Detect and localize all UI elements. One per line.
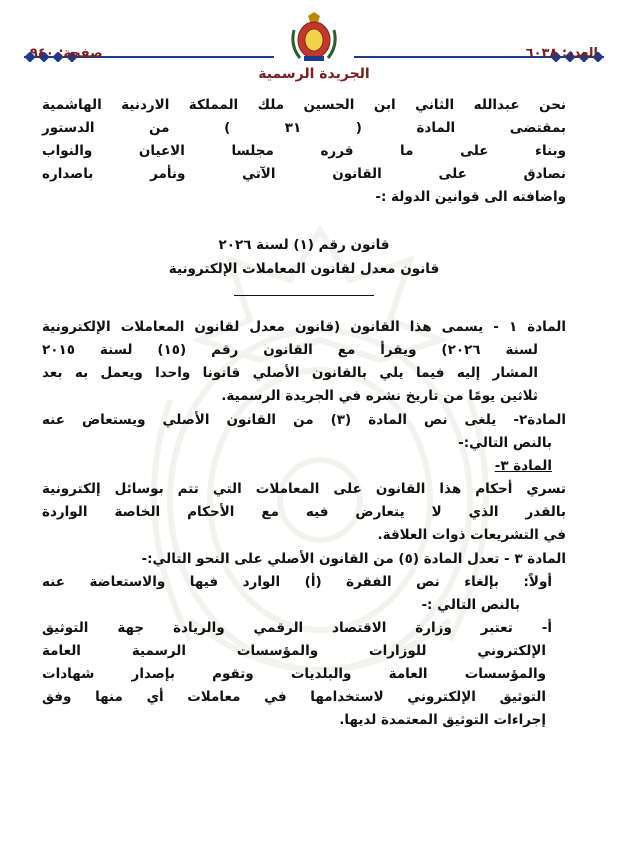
preamble-line: واضافته الى قوانين الدولة :- (375, 189, 566, 205)
law-number: قانون رقم (١) لسنة ٢٠٢٦ (218, 237, 390, 253)
article-line: تسري أحكام هذا القانون على المعاملات التي تتم بوسائل إلكترونية (42, 481, 566, 497)
jordan-emblem-icon (290, 12, 338, 64)
preamble-line: نحن عبدالله الثاني ابن الحسين ملك المملكة الاردنية الهاشمية (42, 97, 566, 113)
article-line: المادة٢- يلغى نص المادة (٣) من القانون الأصلي ويستعاض عنه (42, 412, 566, 428)
article-line: التوثيق الإلكتروني لاستخدامها في معاملات أي منها وفق (42, 689, 546, 705)
page-number: صفحة: ٩٤٠ (30, 46, 103, 61)
article-line: بالقدر الذي لا يتعارض فيه مع الأحكام الخاصة الواردة (42, 504, 566, 520)
law-subtitle: قانون معدل لقانون المعاملات الإلكترونية (168, 261, 440, 277)
article-line: المادة ٣ - تعدل المادة (٥) من القانون الأصلي على النحو التالي:- (141, 551, 566, 567)
issue-number: العدد: ٦٠٣٨ (525, 46, 598, 61)
article-line: بالنص التالي:- (458, 435, 552, 451)
law-title-block (42, 233, 566, 296)
article-line: الإلكتروني للوزارات والمؤسسات الرسمية العامة (42, 643, 546, 659)
preamble-line: بمقتضى المادة ( ٣١ ) من الدستور (42, 120, 567, 136)
article-2 (42, 409, 566, 547)
title-divider (234, 295, 374, 296)
article-3 (42, 548, 566, 732)
article-line: لسنة ٢٠٢٦) ويقرأ مع القانون رقم (١٥) لسنة ٢٠١٥ (42, 342, 538, 358)
article-line: إجراءات التوثيق المعتمدة لديها. (339, 712, 546, 728)
masthead (0, 0, 628, 90)
article-line: المادة ١ - يسمى هذا القانون (قانون معدل لقانون المعاملات الإلكترونية (42, 319, 566, 335)
article-line: ثلاثين يومًا من تاريخ نشره في الجريدة الرسمية. (221, 388, 538, 404)
new-article-heading: المادة ٣- (494, 458, 552, 474)
article-line: بالنص التالي :- (421, 597, 520, 613)
article-line: أ- تعتبر وزارة الاقتصاد الرقمي والريادة جهة التوثيق (42, 620, 552, 636)
preamble-line: نصادق على القانون الآتي ونأمر باصداره (42, 166, 566, 182)
article-line: المشار إليه فيما يلي بالقانون الأصلي قانونا واحدا ويعمل به بعد (42, 365, 538, 381)
law-text (42, 90, 566, 733)
gazette-title: الجريدة الرسمية (258, 66, 370, 82)
royal-preamble (42, 94, 566, 209)
article-line: في التشريعات ذوات العلاقة. (377, 527, 566, 543)
article-line: والمؤسسات العامة والبلديات وتقوم بإصدار شهادات (42, 666, 546, 682)
preamble-line: وبناء على ما قرره مجلسا الاعيان والنواب (42, 143, 566, 159)
article-line: أولاً: بإلغاء نص الفقرة (أ) الوارد فيها والاستعاضة عنه (42, 574, 552, 590)
article-1 (42, 316, 566, 408)
